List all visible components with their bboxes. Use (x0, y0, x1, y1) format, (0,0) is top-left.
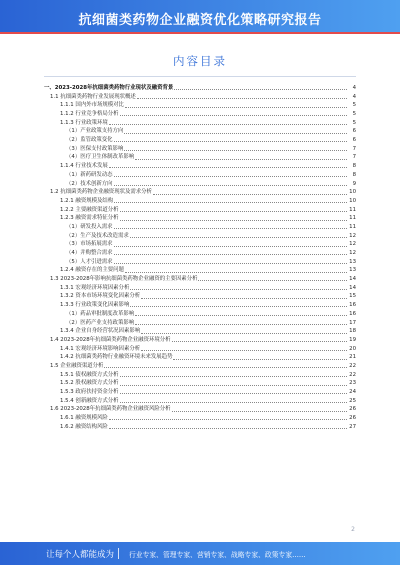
toc-entry-page: 12 (349, 232, 356, 239)
toc-entry-page: 7 (352, 154, 356, 161)
footer-brand-text: 让每个人都能成为 (46, 550, 115, 560)
toc-entry[interactable] (44, 319, 356, 328)
toc-entry-title: 1.4 2023-2028年抗细菌类药物企业融资环境分析 (50, 336, 171, 343)
toc-entry[interactable] (44, 101, 356, 110)
toc-entry[interactable] (44, 293, 356, 302)
toc-entry-page: 16 (349, 302, 356, 309)
toc-entry-title: （2）医药产业支持政策影响 (66, 319, 135, 326)
toc-entry-title: （1）研发投入需求 (66, 223, 113, 230)
toc-divider (44, 76, 356, 77)
toc-entry-title: 1.5 企业融资渠道分析 (50, 362, 104, 369)
toc-entry[interactable] (44, 171, 356, 180)
toc-entry-page: 11 (349, 215, 356, 222)
toc-dot-leader (125, 272, 347, 273)
toc-entry-title: 1.4.1 宏观经济环境影响因素分析 (60, 345, 141, 352)
toc-entry-page: 8 (352, 163, 356, 170)
toc-entry[interactable] (44, 162, 356, 171)
toc-entry-title: 1.2.3 融资需求特征分析 (60, 215, 119, 222)
toc-dot-leader (120, 220, 347, 221)
toc-dot-leader (114, 246, 347, 247)
toc-entry-page: 5 (352, 102, 356, 109)
toc-entry-title: 1.5.2 股权融资方式分析 (60, 380, 119, 387)
toc-entry-page: 23 (349, 380, 356, 387)
toc-entry-page: 10 (349, 189, 356, 196)
toc-entry-title: 1.2.1 融资规模及结构 (60, 197, 114, 204)
toc-dot-leader (120, 376, 347, 377)
toc-entry[interactable] (44, 84, 356, 93)
toc-dot-leader (153, 194, 347, 195)
footer-tagline: 行业专家、管理专家、营销专家、战略专家、政策专家…… (129, 551, 306, 559)
toc-entry[interactable] (44, 345, 356, 354)
toc-entry-title: （2）生产及技术改造需求 (66, 232, 129, 239)
toc-entry-title: 1.5.3 政府扶持资金分析 (60, 389, 119, 396)
toc-entry-page: 21 (349, 354, 356, 361)
toc-entry-title: 1.1.1 国内外市场规模对比 (60, 102, 124, 109)
toc-entry-page: 20 (349, 345, 356, 352)
toc-heading: 内容目录 (173, 54, 227, 68)
toc-entry-page: 5 (352, 111, 356, 118)
toc-entry-page: 24 (349, 389, 356, 396)
toc-dot-leader (114, 263, 347, 264)
toc-entry-page: 11 (349, 223, 356, 230)
toc-entry-page: 4 (352, 84, 356, 91)
toc-entry-title: 1.6.1 融资规模风险 (60, 415, 108, 422)
toc-dot-leader (174, 89, 347, 90)
toc-entry[interactable] (44, 145, 356, 154)
toc-entry[interactable] (44, 310, 356, 319)
toc-entry-page: 8 (352, 171, 356, 178)
toc-entry-title: 1.2.2 主要融资渠道分析 (60, 206, 119, 213)
toc-entry-title: 1.1.3 行业政策环境 (60, 119, 108, 126)
report-header-band (0, 0, 400, 32)
toc-entry[interactable] (44, 258, 356, 267)
toc-dot-leader (135, 324, 347, 325)
toc-entry-page: 13 (349, 258, 356, 265)
toc-entry[interactable] (44, 180, 356, 189)
toc-entry-page: 6 (352, 137, 356, 144)
toc-dot-leader (109, 428, 347, 429)
toc-entry-page: 12 (349, 250, 356, 257)
toc-entry-title: 1.2.4 融资存在的主要问题 (60, 267, 124, 274)
footer-divider (118, 548, 119, 559)
toc-entry[interactable] (44, 154, 356, 163)
report-footer-band (0, 542, 400, 565)
toc-entry-page: 9 (352, 180, 356, 187)
toc-dot-leader (114, 228, 347, 229)
toc-dot-leader (173, 359, 347, 360)
toc-entry-page: 25 (349, 397, 356, 404)
toc-entry[interactable] (44, 93, 356, 102)
header-accent-line (0, 32, 400, 34)
toc-entry-title: （3）医保支付政策影响 (66, 145, 124, 152)
toc-entry[interactable] (44, 353, 356, 362)
toc-dot-leader (124, 133, 347, 134)
toc-dot-leader (124, 150, 347, 151)
toc-dot-leader (120, 115, 347, 116)
toc-entry-title: 1.4.2 抗细菌类药物行业融资环境未来发展趋势 (60, 354, 173, 361)
toc-dot-leader (120, 385, 347, 386)
toc-entry[interactable] (44, 423, 356, 432)
toc-dot-leader (137, 98, 347, 99)
toc-entry[interactable] (44, 275, 356, 284)
toc-entry-title: 1.2 抗细菌类药物企业融资现状及需求分析 (50, 189, 152, 196)
toc-entry[interactable] (44, 223, 356, 232)
toc-entry-page: 16 (349, 310, 356, 317)
toc-entry[interactable] (44, 188, 356, 197)
toc-dot-leader (109, 419, 347, 420)
toc-entry[interactable] (44, 414, 356, 423)
toc-entry-title: （4）医疗卫生体制改革影响 (66, 154, 135, 161)
toc-entry-title: 一、2023-2028年抗细菌类药物行业现状及融资背景 (44, 84, 174, 91)
toc-dot-leader (198, 280, 347, 281)
toc-entry-page: 13 (349, 267, 356, 274)
toc-entry-page: 26 (349, 415, 356, 422)
toc-entry-page: 26 (349, 406, 356, 413)
toc-entry[interactable] (44, 301, 356, 310)
toc-dot-leader (172, 341, 347, 342)
toc-entry-page: 27 (349, 423, 356, 430)
toc-dot-leader (114, 185, 347, 186)
toc-dot-leader (114, 254, 347, 255)
toc-entry-page: 17 (349, 319, 356, 326)
toc-dot-leader (114, 141, 347, 142)
toc-entry-title: 1.5.4 创新融资方式分析 (60, 397, 119, 404)
toc-entry-page: 6 (352, 128, 356, 135)
toc-entry[interactable] (44, 197, 356, 206)
toc-entry-page: 14 (349, 284, 356, 291)
toc-entry[interactable] (44, 249, 356, 258)
toc-entry-title: 1.6.2 融资结构风险 (60, 423, 108, 430)
toc-entry-page: 4 (352, 93, 356, 100)
toc-entry-title: 1.3.2 资本市场环境变化因素分析 (60, 293, 141, 300)
toc-dot-leader (130, 237, 347, 238)
toc-entry-title: 1.3.4 企业自身经营状况因素影响 (60, 328, 141, 335)
toc-entry-page: 18 (349, 328, 356, 335)
toc-entry[interactable] (44, 136, 356, 145)
toc-dot-leader (130, 306, 347, 307)
toc-dot-leader (130, 289, 347, 290)
toc-entry[interactable] (44, 379, 356, 388)
toc-entry-title: （1）药品审批制度改革影响 (66, 310, 135, 317)
toc-entry[interactable] (44, 110, 356, 119)
toc-entry[interactable] (44, 388, 356, 397)
toc-entry-page: 15 (349, 293, 356, 300)
toc-entry-title: 1.6 2023-2028年抗细菌类药物企业融资风险分析 (50, 406, 171, 413)
toc-entry[interactable] (44, 127, 356, 136)
toc-entry[interactable] (44, 119, 356, 128)
toc-dot-leader (141, 350, 347, 351)
page-number: 2 (351, 526, 355, 533)
toc-dot-leader (114, 176, 347, 177)
toc-entry[interactable] (44, 240, 356, 249)
toc-entry-title: 1.1.4 行业技术发展 (60, 163, 108, 170)
toc-entry-title: 1.3.1 宏观经济环境因素分析 (60, 284, 130, 291)
toc-entry-title: （2）技术创新方向 (66, 180, 113, 187)
toc-dot-leader (109, 167, 347, 168)
toc-dot-leader (120, 393, 347, 394)
toc-entry[interactable] (44, 232, 356, 241)
toc-entry[interactable] (44, 327, 356, 336)
toc-entry-title: （3）市场拓展需求 (66, 241, 113, 248)
toc-entry-title: 1.5.1 债权融资方式分析 (60, 371, 119, 378)
toc-entry-title: （4）并购整合需求 (66, 250, 113, 257)
toc-entry-page: 12 (349, 241, 356, 248)
toc-entry[interactable] (44, 336, 356, 345)
toc-entry[interactable] (44, 206, 356, 215)
toc-entry-title: （5）人才引进需求 (66, 258, 113, 265)
toc-dot-leader (172, 411, 347, 412)
toc-entry[interactable] (44, 371, 356, 380)
toc-entry[interactable] (44, 214, 356, 223)
toc-entry-page: 19 (349, 336, 356, 343)
toc-entry[interactable] (44, 266, 356, 275)
toc-entry-title: 1.3 2023-2028年影响抗细菌类药物企业融资的主要因素分析 (50, 276, 198, 283)
toc-dot-leader (104, 367, 347, 368)
toc-entry[interactable] (44, 397, 356, 406)
toc-dot-leader (135, 315, 347, 316)
toc-dot-leader (120, 211, 347, 212)
toc-entry-title: 1.1.2 行业竞争格局分析 (60, 111, 119, 118)
toc-entry[interactable] (44, 405, 356, 414)
toc-entry-title: （1）新药研发动态 (66, 171, 113, 178)
toc-entry[interactable] (44, 284, 356, 293)
toc-dot-leader (125, 107, 347, 108)
toc-entry[interactable] (44, 362, 356, 371)
toc-entry-page: 10 (349, 197, 356, 204)
toc-entry-title: （1）产业政策支持方向 (66, 128, 124, 135)
toc-entry-page: 5 (352, 119, 356, 126)
toc-entry-page: 7 (352, 145, 356, 152)
table-of-contents (44, 84, 356, 432)
toc-entry-title: （2）监管政策变化 (66, 137, 113, 144)
toc-dot-leader (109, 124, 347, 125)
toc-entry-page: 22 (349, 371, 356, 378)
toc-entry-page: 22 (349, 362, 356, 369)
toc-entry-page: 14 (349, 276, 356, 283)
toc-dot-leader (114, 202, 347, 203)
toc-dot-leader (141, 333, 347, 334)
toc-entry-page: 11 (349, 206, 356, 213)
report-title: 抗细菌类药物企业融资优化策略研究报告 (78, 13, 322, 28)
toc-dot-leader (135, 159, 347, 160)
toc-entry-title: 1.3.3 行业政策变化因素影响 (60, 302, 130, 309)
toc-dot-leader (141, 298, 347, 299)
toc-entry-title: 1.1 抗细菌类药物行业发展现状概述 (50, 93, 136, 100)
toc-dot-leader (120, 402, 347, 403)
